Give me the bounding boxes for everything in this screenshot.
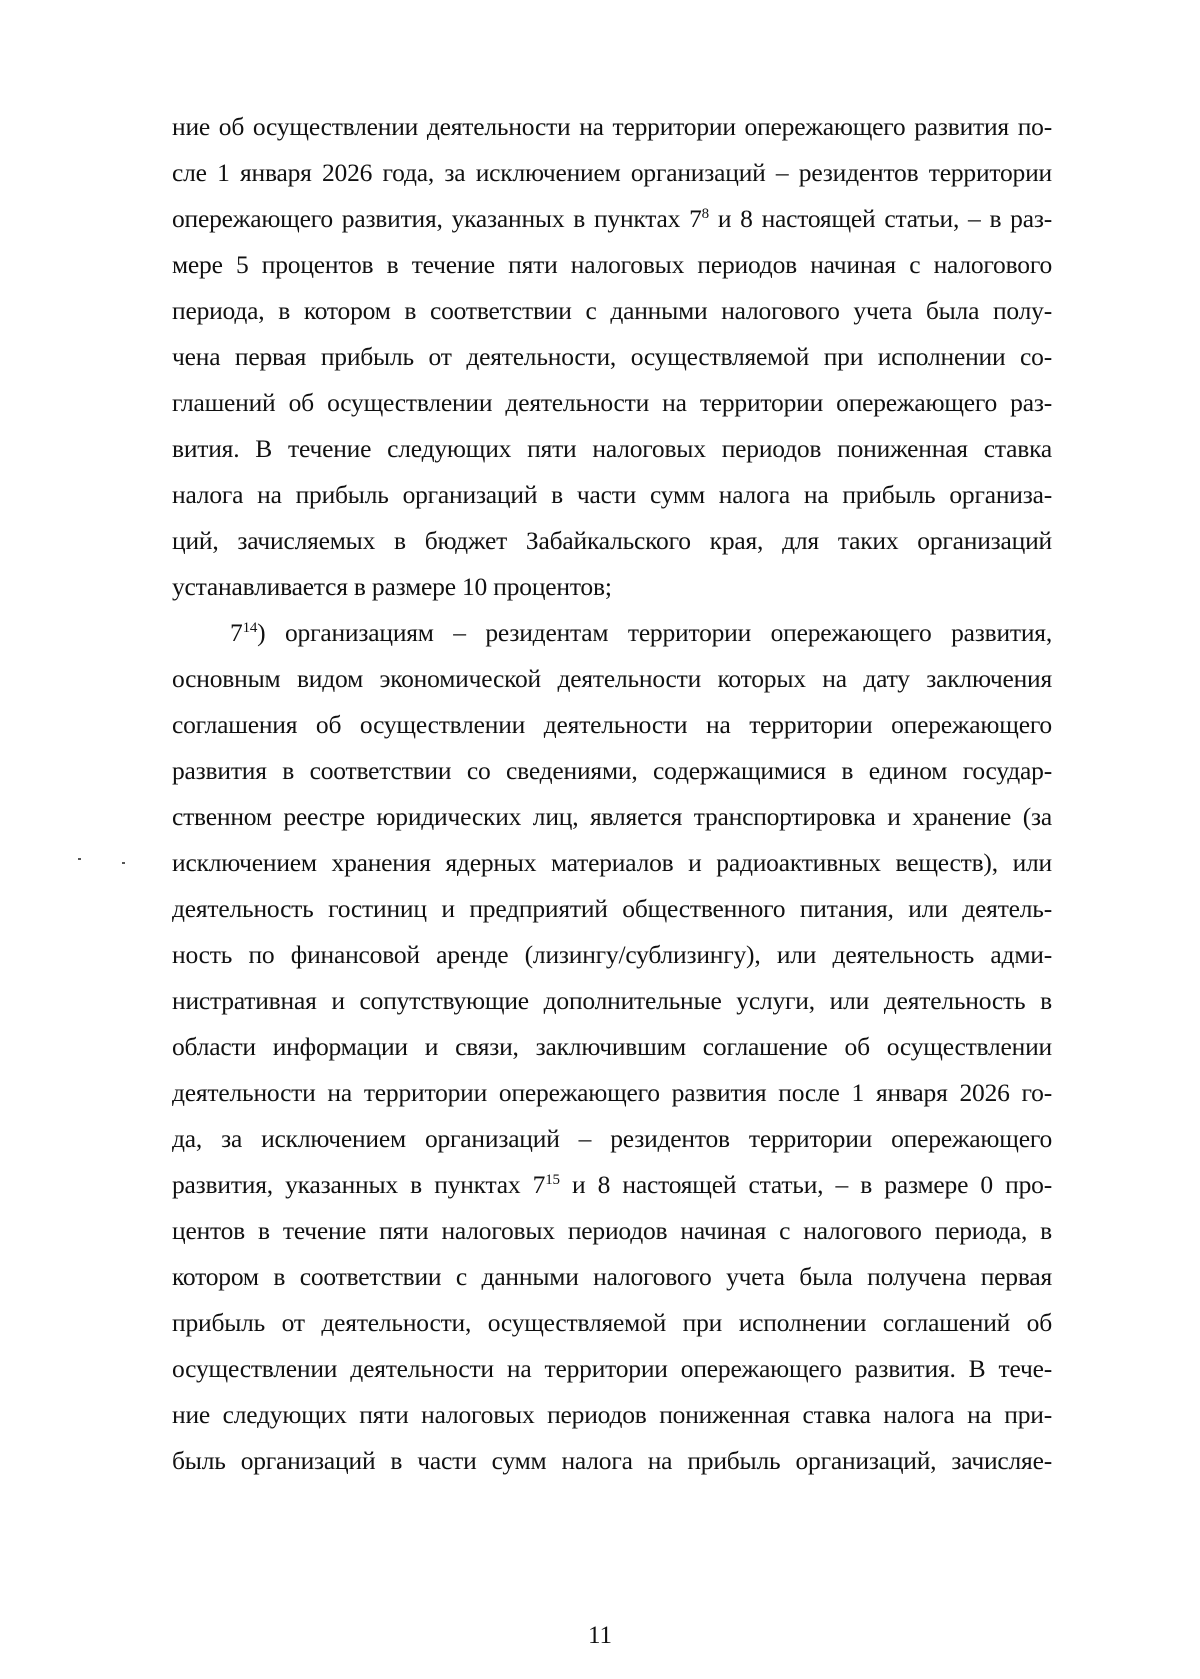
text-line: мере 5 процентов в течение пяти налоговых периодов начиная с налогового	[172, 250, 1052, 279]
text-line: чена первая прибыль от деятельности, осуществляемой при исполнении со-	[172, 342, 1052, 371]
page-number: 11	[587, 1622, 613, 1649]
text-line: ций, зачисляемых в бюджет Забайкальского края, для таких организаций	[172, 526, 1052, 555]
text-line: ние следующих пяти налоговых периодов пониженная ставка налога на при-	[172, 1400, 1052, 1429]
text-line: быль организаций в части сумм налога на прибыль организаций, зачисляе-	[172, 1446, 1052, 1475]
text-fragment: и 8 настоящей статьи, – в раз-	[708, 204, 1052, 233]
item-number: 7	[230, 618, 243, 647]
text-line: глашений об осуществлении деятельности на территории опережающего раз-	[172, 388, 1052, 417]
text-line: центов в течение пяти налоговых периодов начиная с налогового периода, в	[172, 1216, 1052, 1245]
text-line: области информации и связи, заключившим соглашение об осуществлении	[172, 1032, 1052, 1061]
text-line: устанавливается в размере 10 процентов;	[172, 572, 612, 601]
text-line: исключением хранения ядерных материалов и радиоактивных веществ), или	[172, 848, 1052, 877]
scan-speck	[122, 862, 125, 864]
superscript: 8	[701, 206, 709, 222]
text-line: налога на прибыль организаций в части сумм налога на прибыль организа-	[172, 480, 1052, 509]
scan-speck	[78, 858, 81, 860]
text-line: деятельности на территории опережающего развития после 1 января 2026 го-	[172, 1078, 1052, 1107]
text-line: нистративная и сопутствующие дополнительные услуги, или деятельность в	[172, 986, 1052, 1015]
superscript: 14	[242, 620, 258, 636]
text-fragment: и 8 настоящей статьи, – в размере 0 про-	[559, 1170, 1052, 1199]
text-line: осуществлении деятельности на территории опережающего развития. В тече-	[172, 1354, 1052, 1383]
text-line: развития в соответствии со сведениями, содержащимися в едином государ-	[172, 756, 1052, 785]
text-line	[172, 204, 1052, 234]
text-fragment: развития, указанных в пунктах 7	[172, 1170, 546, 1199]
text-line: периода, в котором в соответствии с данными налогового учета была полу-	[172, 296, 1052, 325]
text-line: ние об осуществлении деятельности на территории опережающего развития по-	[172, 112, 1052, 141]
text-line: ность по финансовой аренде (лизингу/сублизингу), или деятельность адми-	[172, 940, 1052, 969]
text-line: котором в соответствии с данными налогового учета была получена первая	[172, 1262, 1052, 1291]
text-line	[172, 1170, 1052, 1200]
text-fragment: опережающего развития, указанных в пунктах 7	[172, 204, 702, 233]
text-line: прибыль от деятельности, осуществляемой при исполнении соглашений об	[172, 1308, 1052, 1337]
text-fragment: ) организациям – резидентам территории опережающего развития,	[257, 618, 1052, 647]
text-line: вития. В течение следующих пяти налоговых периодов пониженная ставка	[172, 434, 1052, 463]
paragraph-start	[230, 618, 1052, 648]
text-line: основным видом экономической деятельности которых на дату заключения	[172, 664, 1052, 693]
text-line: соглашения об осуществлении деятельности на территории опережающего	[172, 710, 1052, 739]
text-line: ственном реестре юридических лиц, является транспортировка и хранение (за	[172, 802, 1052, 831]
text-line: деятельность гостиниц и предприятий общественного питания, или деятель-	[172, 894, 1052, 923]
text-line: да, за исключением организаций – резидентов территории опережающего	[172, 1124, 1052, 1153]
superscript: 15	[545, 1172, 560, 1188]
text-line: сле 1 января 2026 года, за исключением организаций – резидентов территории	[172, 158, 1052, 187]
